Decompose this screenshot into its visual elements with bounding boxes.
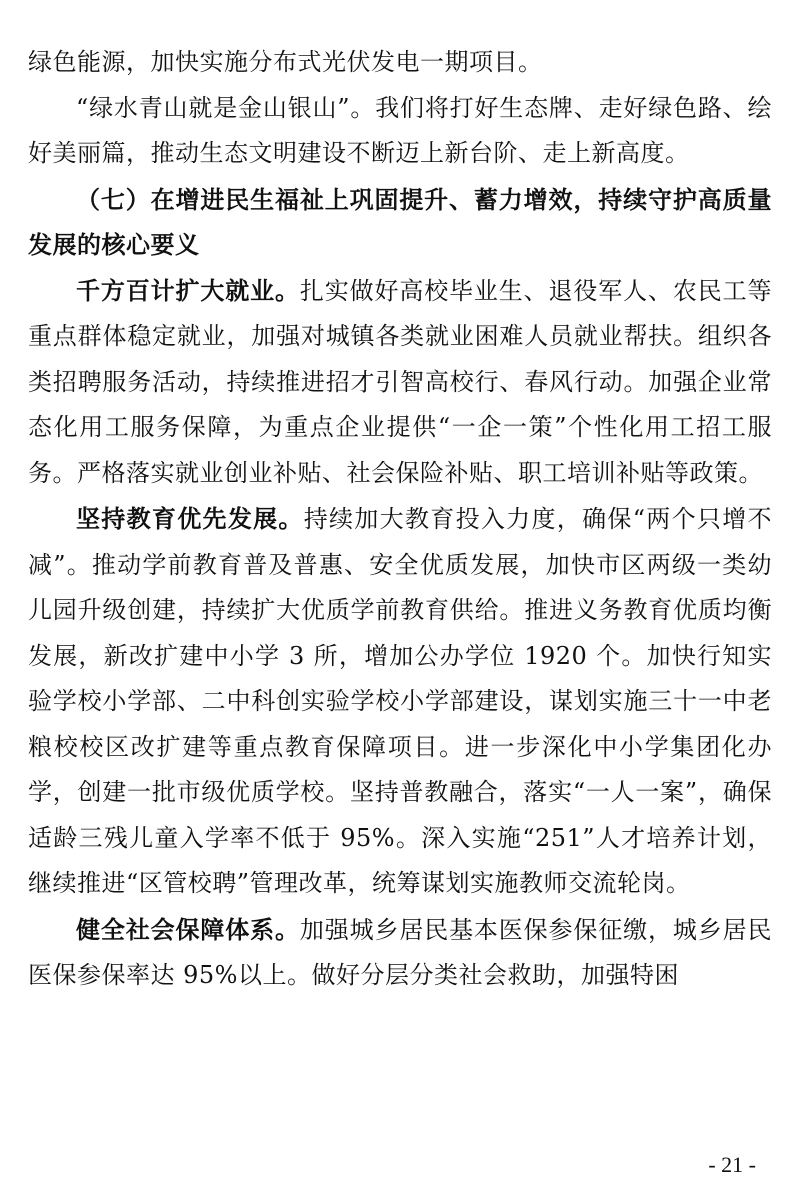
- paragraph-lead: 坚持教育优先发展。: [76, 504, 304, 533]
- document-body: [28, 40, 772, 999]
- heading-text: （七）在增进民生福祉上巩固提升、蓄力增效，持续守护高质量发展的核心要义: [28, 184, 772, 259]
- paragraph-text: 持续加大教育投入力度，确保“两个只增不减”。推动学前教育普及普惠、安全优质发展，加快市区两级一类幼儿园升级创建，持续扩大优质学前教育供给。推进义务教育优质均衡发展，新改扩建中小学 3 所，增加公办学位 1920 个。加快行知实验学校小学部、二中科创实验学校小学部建设，谋划实施三十一中老粮校校区改扩建等重点教育保障项目。进一步深化中小学集团化办学，创建一批市级优质学校。坚持普教融合，落实“一人一案”，确保适龄三残儿童入学率不低于 95%。深入实施“251”人才培养计划，继续推进“区管校聘”管理改革，统筹谋划实施教师交流轮岗。: [28, 505, 772, 897]
- page-number: - 21 -: [708, 1152, 756, 1177]
- paragraph-social-security: [28, 907, 772, 999]
- paragraph-text: 绿色能源，加快实施分布式光伏发电一期项目。: [28, 48, 543, 76]
- paragraph-green-energy: [28, 40, 772, 86]
- paragraph-lead: 健全社会保障体系。: [76, 914, 300, 944]
- paragraph-text: 加强城乡居民基本医保参保征缴，城乡居民医保参保率达 95%以上。做好分层分类社会救助，加强特困: [28, 915, 773, 989]
- paragraph-education: [28, 496, 772, 907]
- paragraph-green-mountains: [28, 86, 772, 177]
- paragraph-lead: 千方百计扩大就业。: [76, 275, 300, 305]
- paragraph-employment: [28, 268, 772, 497]
- paragraph-text: 扎实做好高校毕业生、退役军人、农民工等重点群体稳定就业，加强对城镇各类就业困难人员就业帮扶。组织各类招聘服务活动，持续推进招才引智高校行、春风行动。加强企业常态化用工服务保障，为重点企业提供“一企一策”个性化用工招工服务。严格落实就业创业补贴、社会保险补贴、职工培训补贴等政策。: [28, 276, 773, 487]
- section-heading-seven: [28, 177, 772, 268]
- paragraph-text: “绿水青山就是金山银山”。我们将打好生态牌、走好绿色路、绘好美丽篇，推动生态文明建设不断迈上新台阶、走上新高度。: [28, 93, 772, 167]
